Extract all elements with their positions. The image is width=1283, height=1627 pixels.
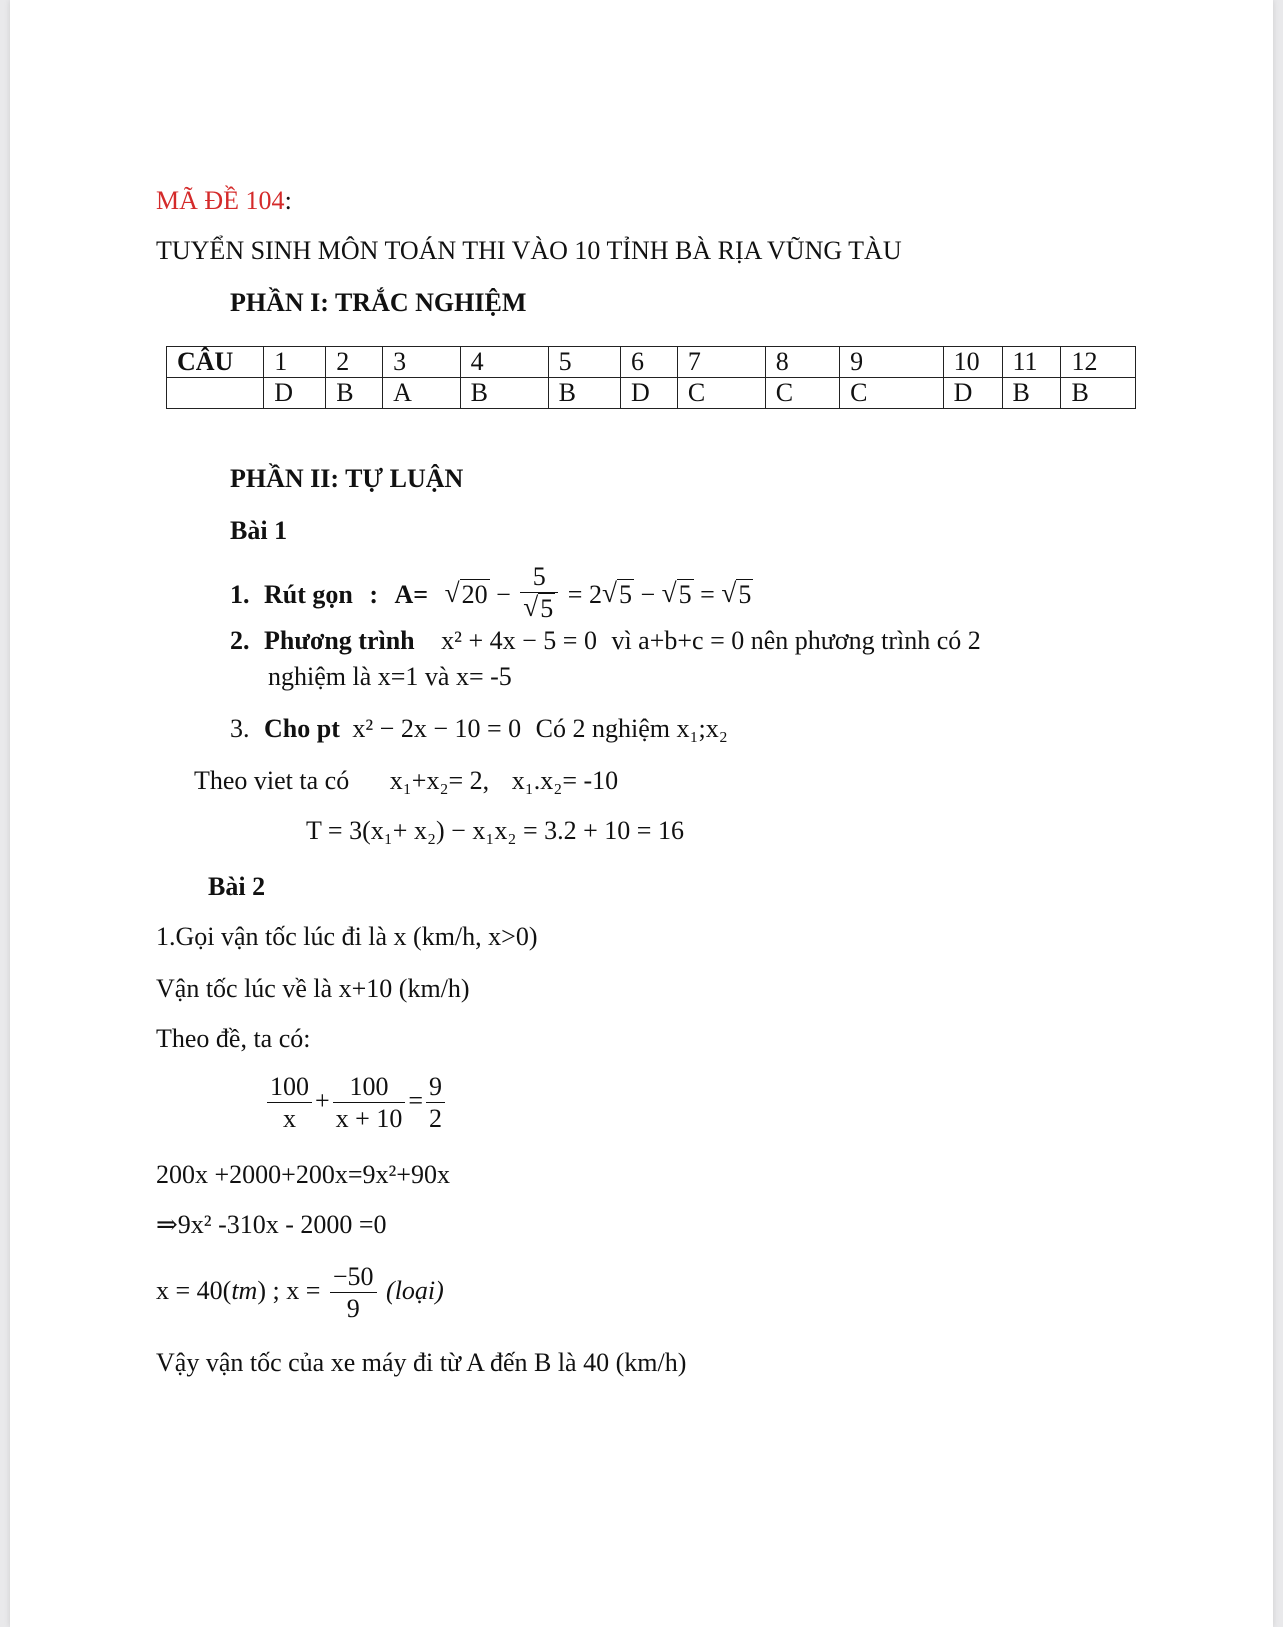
fraction-5-over-sqrt5 xyxy=(520,562,558,624)
question-number: 11 xyxy=(1002,347,1061,378)
bai1-q2-line2: nghiệm là x=1 và x= -5 xyxy=(268,662,512,691)
question-number: 9 xyxy=(840,347,943,378)
fraction-minus50-over-9 xyxy=(330,1262,377,1324)
document-page xyxy=(10,0,1273,1627)
q2-number: 2. xyxy=(230,626,250,655)
question-number: 7 xyxy=(677,347,765,378)
answer-cell: D xyxy=(943,378,1002,409)
fraction-denominator: x + 10 xyxy=(333,1102,406,1134)
sqrt-5: √ 5 xyxy=(602,574,634,616)
solution-x-equals: ) ; x = xyxy=(257,1276,321,1306)
answer-cell: D xyxy=(620,378,677,409)
bai1-q3 xyxy=(230,714,728,744)
fraction-numerator: 9 xyxy=(429,1072,443,1101)
fraction-denominator xyxy=(520,592,558,624)
solution-loai: (loại) xyxy=(386,1276,444,1306)
exam-code xyxy=(156,186,292,216)
bai1-q2 xyxy=(230,626,981,656)
document-title: TUYỂN SINH MÔN TOÁN THI VÀO 10 TỈNH BÀ RỊA VŨNG TÀU xyxy=(156,236,902,265)
sqrt-20-radicand: 20 xyxy=(461,580,488,610)
equals-sign: = xyxy=(408,1086,424,1116)
bai2-solutions xyxy=(156,1262,444,1324)
viet-label: Theo viet ta có xyxy=(194,766,350,795)
q1-A: A= xyxy=(394,580,429,610)
answer-table-header: CÂU xyxy=(167,347,264,378)
viet-product: x₁.x₂= -10 xyxy=(511,766,619,795)
question-number: 6 xyxy=(620,347,677,378)
sqrt-5: √ 5 xyxy=(721,574,753,616)
answer-table xyxy=(166,346,1136,409)
bai2-heading: Bài 2 xyxy=(208,872,266,901)
bai2-line5: ⇒9x² -310x - 2000 =0 xyxy=(156,1210,387,1239)
bai2-line1: 1.Gọi vận tốc lúc đi là x (km/h, x>0) xyxy=(156,922,538,951)
question-number: 4 xyxy=(460,347,548,378)
fraction-100-over-x xyxy=(267,1072,312,1134)
q3-label: Cho pt xyxy=(264,714,340,743)
fraction-numerator: 5 xyxy=(532,562,546,591)
answer-table-answer-row xyxy=(167,378,1136,409)
question-number: 5 xyxy=(548,347,620,378)
viet-line xyxy=(194,766,618,796)
plus-sign: + xyxy=(315,1086,330,1116)
fraction-9-over-2 xyxy=(426,1072,445,1134)
answer-cell: B xyxy=(460,378,548,409)
question-number: 10 xyxy=(943,347,1002,378)
answer-table-empty-cell xyxy=(167,378,264,409)
q2-text: vì a+b+c = 0 nên phương trình có 2 xyxy=(611,626,981,655)
answer-table-header-row xyxy=(167,347,1136,378)
answer-cell: C xyxy=(677,378,765,409)
q1-colon: : xyxy=(369,580,379,610)
question-number: 3 xyxy=(383,347,461,378)
sqrt-5-radicand: 5 xyxy=(540,593,554,623)
exam-code-colon: : xyxy=(284,186,292,215)
q3-equation: x² − 2x − 10 = 0 xyxy=(352,714,522,743)
bai2-line3: Theo đề, ta có: xyxy=(156,1024,311,1053)
answer-cell: D xyxy=(264,378,326,409)
q3-number: 3. xyxy=(230,714,250,743)
solution-tm: tm xyxy=(231,1276,258,1306)
bai1-heading: Bài 1 xyxy=(230,516,288,545)
part1-heading: PHẦN I: TRẮC NGHIỆM xyxy=(230,288,527,317)
bai2-conclusion: Vậy vận tốc của xe máy đi từ A đến B là 40 (km/h) xyxy=(156,1348,687,1377)
fraction-denominator: 9 xyxy=(330,1292,377,1324)
bai1-q1 xyxy=(230,562,753,628)
fraction-denominator: 2 xyxy=(426,1102,445,1134)
part2-heading: PHẦN II: TỰ LUẬN xyxy=(230,464,464,493)
solution-x40-prefix: x = 40( xyxy=(156,1276,232,1306)
question-number: 1 xyxy=(264,347,326,378)
q2-equation: x² + 4x − 5 = 0 xyxy=(441,626,597,655)
answer-cell: B xyxy=(1061,378,1136,409)
question-number: 12 xyxy=(1061,347,1136,378)
fraction-denominator: x xyxy=(267,1102,312,1134)
bai2-fraction-equation xyxy=(264,1072,448,1134)
question-number: 2 xyxy=(326,347,383,378)
bai2-line4: 200x +2000+200x=9x²+90x xyxy=(156,1160,450,1189)
question-number: 8 xyxy=(765,347,839,378)
q1-number: 1. xyxy=(230,580,250,610)
q1-minus: − xyxy=(496,580,511,610)
q2-label: Phương trình xyxy=(264,626,415,655)
fraction-numerator: 100 xyxy=(349,1072,389,1101)
fraction-numerator: 100 xyxy=(270,1072,309,1101)
bai2-line2: Vận tốc lúc về là x+10 (km/h) xyxy=(156,974,470,1003)
exam-code-text: MÃ ĐỀ 104 xyxy=(156,186,285,215)
answer-cell: C xyxy=(765,378,839,409)
sqrt-20 xyxy=(445,574,490,616)
answer-cell: A xyxy=(383,378,461,409)
q3-text: Có 2 nghiệm x₁;x₂ xyxy=(535,714,728,743)
q1-eq-2: = 2 xyxy=(567,580,602,610)
sqrt-5: √ 5 xyxy=(662,574,694,616)
q1-minus: − xyxy=(640,580,656,610)
answer-cell: B xyxy=(548,378,620,409)
viet-sum: x₁+x₂= 2, xyxy=(389,766,490,795)
fraction-numerator: −50 xyxy=(332,1262,374,1291)
fraction-100-over-x-plus-10 xyxy=(333,1072,406,1134)
answer-cell: C xyxy=(840,378,943,409)
T-equation: T = 3(x₁+ x₂) − x₁x₂ = 3.2 + 10 = 16 xyxy=(306,816,684,845)
q1-equals: = xyxy=(700,580,715,610)
answer-cell: B xyxy=(1002,378,1061,409)
answer-cell: B xyxy=(326,378,383,409)
q1-label: Rút gọn xyxy=(264,580,353,610)
